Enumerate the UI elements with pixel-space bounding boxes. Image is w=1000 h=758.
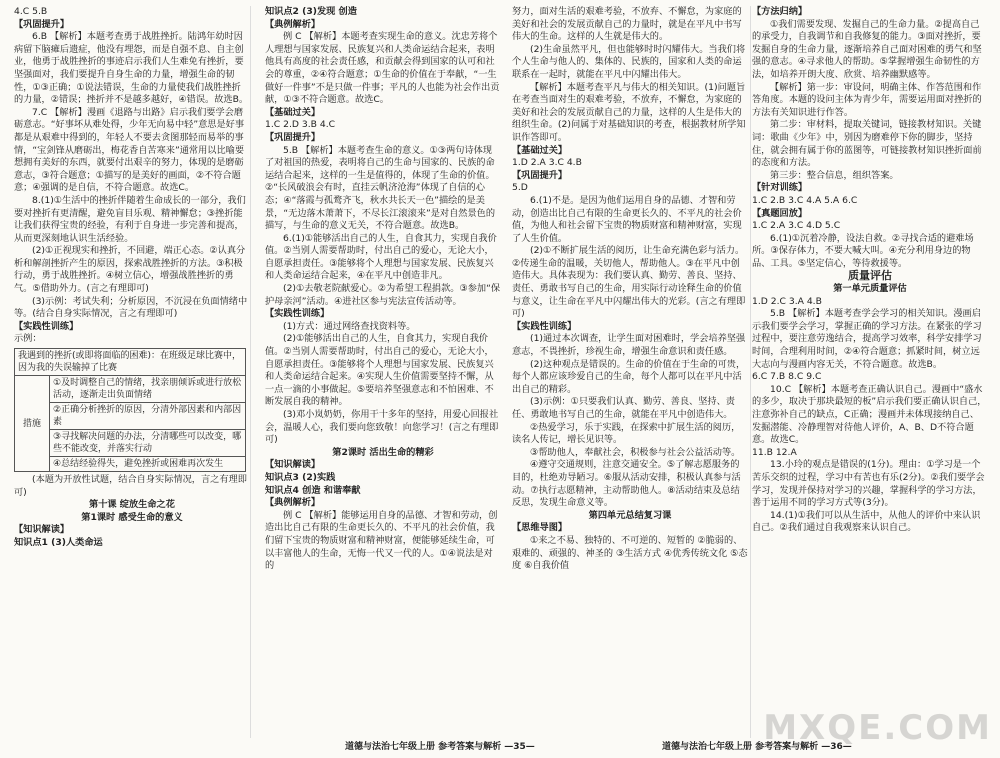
page-footer-35: 道德与法治七年级上册 参考答案与解析 —35— (345, 742, 535, 752)
answer-paragraph: (2)这种观点是错误的。生命的价值在于生命的可贵，每个人都应该珍爱自己的生命，每个人都可以在平凡中活出自己的精彩。 (512, 358, 746, 395)
answer-paragraph: ①我们需要发现、发掘自己的生命力量。②提高自己的承受力，自我调节和自我修复的能力。③面对挫折，要发掘自身的生命力量，逐渐培养自己面对困难的勇气和坚强的意志。④寻求他人的帮助。⑤掌握增强生命韧性的方法，如培养开朗大度、欣赏、培养幽默感等。 (752, 18, 982, 80)
knowledge-point: 知识点2 (3)发现 创造 (265, 6, 357, 17)
section-heading: 【典例解析】 (265, 18, 321, 30)
section-heading: 【思维导图】 (512, 522, 568, 534)
answer-paragraph: (3)示例：①只要我们认真、勤劳、善良、坚持、责任、勇敢地书写自己的生命，就能在平凡中创造伟大。 (512, 396, 735, 420)
answer-paragraph: 6.(1)①沉着冷静，设法自救。②寻找合适的避难场所。③保存体力，不要大喊大叫。④充分利用身边的物品、工具。⑤坚定信心，等待救援等。 (752, 232, 974, 269)
knowledge-point: 知识点3 (2)实践 (265, 471, 336, 483)
watermark-logo: MXQE.COM (763, 708, 992, 748)
answer-line: 1.C 2.A 3.C 4.D 5.C (752, 220, 841, 232)
answer-paragraph: ②热爱学习，乐于实践，在探索中扩展生活的阅历，读名人传记，增长见识等。 (512, 421, 741, 446)
answer-line: 5.D (512, 182, 528, 194)
section-heading: 【典例解析】 (265, 497, 321, 509)
lesson-title: 第2课时 活出生命的精彩 (332, 446, 434, 458)
section-heading: 【基础过关】 (265, 106, 321, 118)
lesson-title: 第一单元质量评估 (833, 283, 907, 295)
answer-paragraph: 第二步：审材料，提取关键词，链接教材知识。关键词：歌曲《少年》中，别因为磨难停下你的脚步，坚持住，就会拥有属于你的蓝图等，可链接教材知识挫折面前的态度和方法。 (752, 119, 982, 169)
answer-paragraph: (2)①能够活出自己的人生，自食其力，实现自我价值。②当别人需要帮助时，付出自己的爱心，无论大小，自愿承担责任。③能够将个人理想与国家发展、民族复兴和人类命运结合起来。④实现人生价值需要坚持不懈，从一点一滴的小事做起。⑤要培养坚强意志和不怕困难、不断发展自我的精神。 (265, 333, 494, 408)
section-heading: 【巩固提升】 (265, 131, 321, 143)
answer-line: 4.C 5.B (14, 6, 48, 17)
section-heading: 【巩固提升】 (512, 169, 568, 181)
answer-paragraph: 7.C 【解析】漫画《退路与出路》启示我们要学会磨砺意志。“好事坏从难处得，少年无向易中轻”意思是好事都是从艰难中得到的，年轻人不要去贪图那轻而易举的事情，“宝剑锋从磨砺出，梅花香自苦寒来”通常用以比喻要想拥有美好的东西，就要付出艰辛的努力，体现的是磨砺意志，③符合题意；①描写的是美好的画面，②不符合题意；④强调的是自信，不符合题意。故选C。 (14, 106, 245, 194)
answer-paragraph: (本题为开放性试题，结合自身实际情况，言之有理即可) (14, 474, 247, 498)
table-item: ②正确分析挫折的原因，分清外部因素和内部因素 (50, 403, 246, 430)
knowledge-point: 知识点4 创造 和谐奉献 (265, 484, 361, 496)
table-label: 措施 (15, 376, 50, 472)
answer-paragraph: ③帮助他人，奉献社会，积极参与社会公益活动等。 (530, 446, 741, 458)
section-heading: 【针对训练】 (752, 182, 808, 194)
answer-paragraph: 10.C 【解析】本题考查正确认识自己。漫画中“盛水的多少，取决于那块最短的板”启示我们要正确认识自己，注意弥补自己的缺点，C正确；漫画并未体现接纳自己、发掘潜能、冷静理智对待他人评价，A、B、D不符合题意。故选C。 (752, 383, 987, 446)
answer-paragraph: (1)方式：通过网络查找资料等。 (283, 320, 416, 332)
example-table (14, 348, 246, 472)
table-item: ①及时调整自己的情绪，找亲朋倾诉或进行放松活动，逐渐走出负面情绪 (50, 376, 246, 403)
answer-line: 努力，面对生活的艰难考验，不放弃、不懈怠，为家庭的美好和社会的发展贡献自己的力量时，就是在平凡中书写伟大的生命。这样的人生就是伟大的。 (512, 6, 742, 43)
column-divider-left (250, 6, 251, 738)
table-item: ④总结经验得失，避免挫折或困难再次发生 (50, 457, 246, 472)
answer-paragraph: (2)①去敬老院献爱心。②为希望工程捐款。③参加“保护母亲河”活动。④进社区参与宪法宣传活动等。 (265, 283, 501, 307)
answer-paragraph: 5.B 【解析】本题考查学会学习的相关知识。漫画启示我们要学会学习，掌握正确的学习方法。在紧张的学习过程中，要注意劳逸结合，提高学习效率，科学安排学习时间，合理利用时间，②④符合题意；抓紧时间，树立远大志向与漫画内容无关，不符合题意。故选B。 (752, 308, 982, 370)
knowledge-point: 知识点1 (3)人类命运 (14, 537, 103, 548)
answer-paragraph: 13.小玲的观点是错误的(1分)。理由：①学习是一个苦乐交织的过程，学习中有苦也有乐(2分)。②我们要学会学习，发现并保持对学习的兴趣，掌握科学的学习方法，善于运用不同的学习方式等(3分)。 (752, 459, 985, 509)
answer-line: 11.B 12.A (752, 446, 797, 458)
answer-line: 6.C 7.B 8.C 9.C (752, 371, 822, 383)
answer-line: 1.C 2.D 3.B 4.C (265, 119, 336, 131)
section-heading: 【方法归纳】 (752, 6, 808, 17)
answer-paragraph: 例 C 【解析】能够运用自身的品德、才智和劳动，创造出比自己有限的生命更长久的、不平凡的社会价值，我们留下宝贵的物质财富和精神财富，便能够延续生命，可以丰富他人的生命，无悔一代又一代的人。①④说法是对的 (265, 509, 498, 572)
table-intro: 我遇到的挫折(或即将面临的困难)：在班级足球比赛中，因为我的失误输掉了比赛 (15, 349, 246, 376)
answer-paragraph: (2)①不断扩展生活的阅历，让生命充满色彩与活力。②传递生命的温暖，关切他人，帮助他人。③在平凡中创造伟大。具体表现为：我们要认真、勤劳、善良、坚持、责任、勇敢书写自己的生命，用实际行动诠释生命的价值与意义，让生命在平凡中闪耀出伟大的光彩。(言之有理即可) (512, 245, 746, 320)
answer-paragraph: ①来之不易、独特的、不可逆的、短暂的 ②脆弱的、艰难的、顽强的、神圣的 ③生活方式 ④优秀传统文化 ⑤态度 ⑥自我价值 (512, 534, 748, 572)
answer-paragraph: 5.B 【解析】本题考查生命的意义。①③两句诗体现了对祖国的热爱，表明将自己的生命与国家的、民族的命运结合起来，这样的一生是值得的，体现了生命的价值。②“长风破浪会有时，直挂云帆济沧海”体现了自信的心态；④“落霞与孤鹜齐飞，秋水共长天一色”描绘的是美景，“无边落木萧萧下，不尽长江滚滚来”是对自然景色的描写，与生命的意义无关，不符合题意。故选B。 (265, 144, 496, 232)
answer-column-2 (265, 6, 501, 573)
answer-paragraph: (3)邓小岚奶奶，你用干十多年的坚持，用爱心回报社会，温暖人心，我们要向您致敬！向您学习！(言之有理即可) (265, 409, 499, 446)
section-heading: 【巩固提升】 (14, 18, 70, 30)
section-heading: 【实践性训练】 (14, 320, 79, 332)
column-divider-right (750, 6, 751, 738)
answer-paragraph: 8.(1)①生活中的挫折伴随着生命成长的一部分，我们要对挫折有更清醒，避免盲目乐观、精神懈怠；③挫折能让我们获得宝贵的经验，有利于自身进一步完善和提高，从而更深刻地认识生活经验。 (14, 194, 246, 244)
answer-paragraph: 【解析】第一步：审设问，明确主体、作答范围和作答角度。本题的设问主体为青少年，需要运用面对挫折的方法有关知识进行作答。 (752, 81, 982, 118)
answer-column-4 (752, 6, 988, 535)
lesson-title: 第十课 绽放生命之花 (89, 499, 175, 511)
answer-paragraph: 例 C 【解析】本题考查实现生命的意义。沈忠芳将个人理想与国家发展、民族复兴和人类命运结合起来，表明他具有高度的社会责任感，和贡献会得到国家的认可和社会的尊重，②④符合题意；①生命的价值在于奉献，“一生做好一件事”不是只做一件事；平凡的人也能为社会作出贡献，①③不符合题意。故选C。 (265, 31, 500, 106)
section-heading: 【真题回放】 (752, 207, 808, 219)
answer-column-1 (14, 6, 250, 550)
answer-line: 1.D 2.C 3.A 4.B (752, 295, 822, 307)
answer-paragraph: 14.(1)①我们可以从生活中，从他人的评价中来认识自己。②我们通过自我观察来认识自己。 (752, 509, 981, 534)
answer-column-3 (512, 6, 748, 573)
answer-paragraph: ④遵守交通规则，注意交通安全。⑤了解志愿服务的目的，杜绝劝导陋习。⑥服从活动安排，积极认真参与活动。⑦执行志愿精神，主动帮助他人。⑧活动结束及总结反思，发现生命意义等。 (512, 459, 741, 509)
answer-line: 1.D 2.A 3.C 4.B (512, 157, 582, 169)
section-heading: 【基础过关】 (512, 144, 568, 156)
section-heading: 【知识解读】 (265, 459, 321, 471)
lesson-title: 第1课时 感受生命的意义 (81, 511, 183, 523)
section-heading: 【实践性训练】 (512, 320, 577, 332)
answer-paragraph: 6.(1)不是。是因为他们运用自身的品德、才智和劳动，创造出比自己有限的生命更长久的、不平凡的社会价值，为他人和社会留下宝贵的物质财富和精神财富，实现了人生价值。 (512, 194, 742, 244)
answer-paragraph: (2)生命虽然平凡，但也能够时时闪耀伟大。当我们将个人生命与他人的、集体的、民族的，国家和人类的命运联系在一起时，就能在平凡中闪耀出伟大。 (512, 43, 746, 80)
answer-paragraph: 6.B 【解析】本题考查勇于战胜挫折。陆鸿年幼时因病留下脑瘫后遗症，他没有埋怨，而是自强不息、自主创业，他勇于战胜挫折的事迹启示我们人生难免有挫折，要坚强面对，我们要提升自身生命的力量，增强生命的韧性，①③正确；①说法错误，生命的力量使我们战胜挫折的力量，②错误；挫折并不是越多越好，④错误。故选B。 (14, 31, 249, 106)
answer-paragraph: (2)①正视现实和挫折，不回避，端正心态。②认真分析和解剖挫折产生的原因，探索战胜挫折的方法。③积极行动，勇于战胜挫折。④树立信心，增强战胜挫折的勇气。⑤借助外力。(言之有理即可) (14, 245, 246, 295)
answer-paragraph: 6.(1)①能够活出自己的人生，自食其力，实现自我价值。②当别人需要帮助时，付出自己的爱心，无论大小，自愿承担责任。③能够将个人理想与国家发展、民族复兴和人类命运结合起来，④在平凡中创造非凡。 (265, 232, 497, 282)
section-heading: 【实践性训练】 (265, 308, 330, 320)
page-footer-36: 道德与法治七年级上册 参考答案与解析 —36— (662, 742, 852, 752)
lesson-title: 质量评估 (848, 269, 892, 283)
answer-line: 示例： (14, 333, 42, 345)
table-item: ③寻找解决问题的办法，分清哪些可以改变，哪些不能改变，并落实行动 (50, 430, 246, 457)
answer-line: 1.C 2.B 3.C 4.A 5.A 6.C (752, 194, 858, 206)
answer-paragraph: (3)示例：考试失利；分析原因，不沉浸在负面情绪中等。(结合自身实际情况，言之有理即可) (14, 295, 248, 320)
answer-paragraph: (1)通过本次调查，让学生面对困难时，学会培养坚强意志，不畏挫折，珍视生命，增强生命意识和责任感。 (512, 333, 746, 358)
answer-paragraph: 第三步：整合信息，组织答案。 (770, 169, 899, 181)
answer-paragraph: 【解析】本题考查平凡与伟大的相关知识。(1)问题旨在考查当面对生的艰难考验，不放弃，不懈怠，为家庭的美好和社会的发展贡献自己的力量，这样的人生是伟大的组织生命。(2)问属于对基础知识的考查，根据教材所学知识作答即可。 (512, 81, 746, 143)
section-heading: 【知识解读】 (14, 524, 70, 536)
lesson-title: 第四单元总结复习课 (588, 509, 672, 521)
